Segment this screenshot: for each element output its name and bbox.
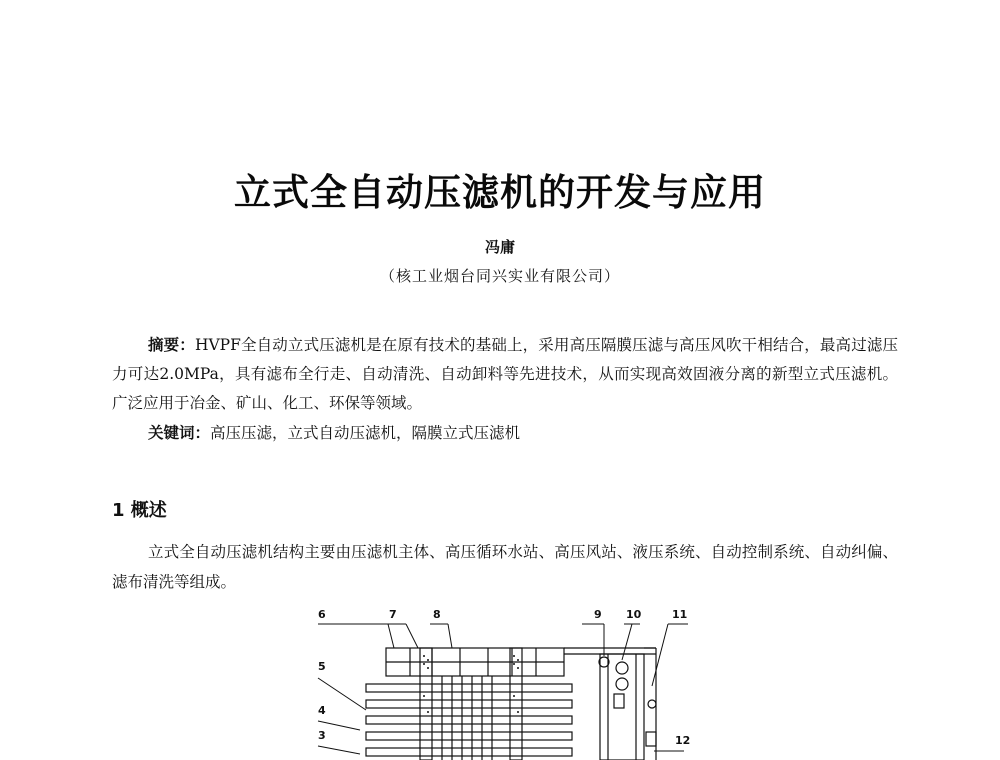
author-affiliation: （核工业烟台同兴实业有限公司）	[379, 267, 620, 285]
abstract-block	[112, 330, 898, 448]
callout-label: 6	[318, 608, 326, 621]
abstract-text: HVPF全自动立式压滤机是在原有技术的基础上，采用高压隔膜压滤与高压风吹干相结合，最高过滤压力可达2.0MPa，具有滤布全行走、自动清洗、自动卸料等先进技术，从而实现高效固液分离的新型立式压滤机。广泛应用于冶金、矿山、化工、环保等领域。	[112, 336, 898, 412]
page-title: 立式全自动压滤机的开发与应用	[234, 171, 766, 214]
keywords-label: 关键词：	[148, 423, 211, 442]
abstract-label: 摘要：	[148, 335, 195, 354]
keywords-paragraph	[112, 418, 898, 448]
callout-label: 11	[672, 608, 688, 621]
callout-label: 3	[318, 729, 326, 742]
overview-paragraph: 立式全自动压滤机结构主要由压滤机主体、高压循环水站、高压风站、液压系统、自动控制系统、自动纠偏、滤布清洗等组成。	[112, 543, 898, 591]
callout-label: 4	[318, 704, 326, 717]
machine-frame	[366, 648, 656, 760]
callout-label: 12	[675, 734, 691, 747]
abstract-paragraph	[112, 330, 898, 418]
callout-label: 10	[626, 608, 642, 621]
section-heading-overview: 1 概述	[112, 500, 167, 521]
callout-label: 9	[594, 608, 602, 621]
author-name: 冯庸	[484, 238, 515, 256]
filter-press-diagram	[300, 606, 720, 760]
callout-label: 8	[433, 608, 441, 621]
section-body	[112, 537, 898, 597]
callout-label: 5	[318, 660, 326, 673]
callout-label: 7	[389, 608, 397, 621]
filter-press-figure	[300, 606, 720, 760]
leader-lines	[318, 624, 691, 754]
keywords-text: 高压压滤，立式自动压滤机，隔膜立式压滤机	[210, 424, 521, 442]
